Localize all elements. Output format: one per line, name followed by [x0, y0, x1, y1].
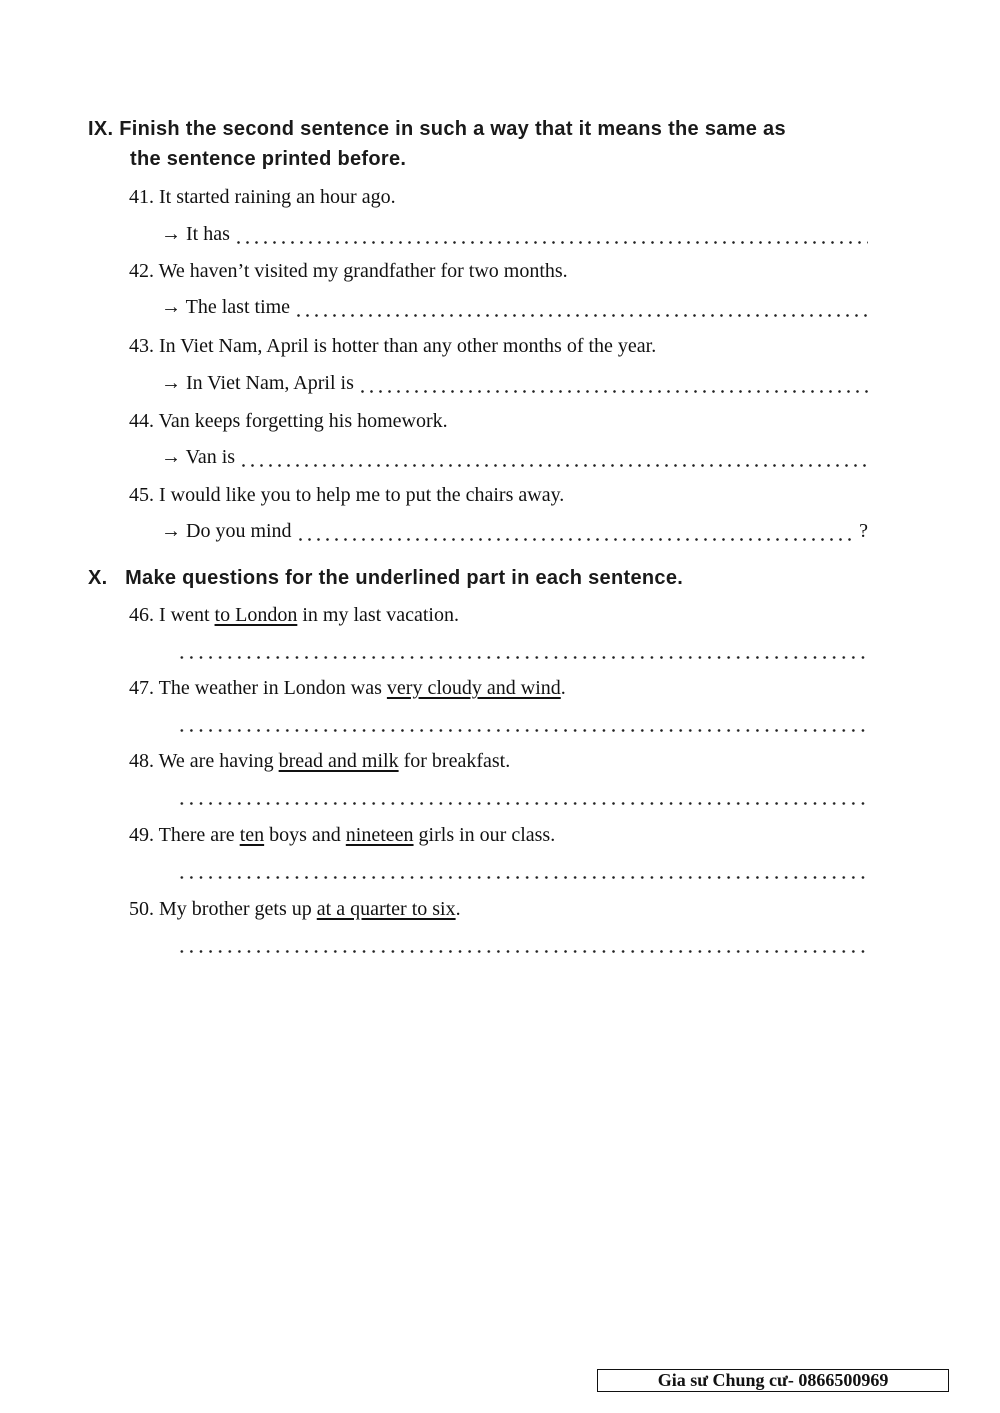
dotted-blank[interactable]	[296, 538, 858, 541]
section-9-heading-continued: the sentence printed before.	[130, 148, 407, 170]
question-text: 47. The weather in London was	[129, 677, 387, 699]
underlined-part: to London	[214, 604, 298, 626]
question-mark: ?	[859, 520, 868, 542]
answer-blank-49[interactable]	[177, 876, 868, 879]
answer-line-44[interactable]	[161, 446, 868, 472]
underlined-part: nineteen	[345, 824, 414, 846]
answer-blank-47[interactable]	[177, 729, 868, 732]
answer-line-42[interactable]	[161, 296, 868, 322]
question-44: 44. Van keeps forgetting his homework.	[129, 410, 448, 432]
underlined-part: ten	[239, 824, 265, 846]
question-text: 46. I went	[129, 604, 215, 626]
section-9-heading: IX. Finish the second sentence in such a way that it means the same as	[88, 118, 786, 140]
underlined-part: very cloudy and wind	[386, 677, 561, 699]
question-42: 42. We haven’t visited my grandfather for two months.	[129, 260, 568, 282]
question-43: 43. In Viet Nam, April is hotter than any other months of the year.	[129, 335, 657, 357]
dotted-blank[interactable]	[239, 464, 868, 467]
question-text: boys and	[264, 824, 346, 846]
answer-blank-46[interactable]	[177, 656, 868, 659]
section-10-heading: X. Make questions for the underlined part in each sentence.	[88, 567, 684, 589]
answer-prefix: → In Viet Nam, April is	[161, 372, 354, 394]
question-45: 45. I would like you to help me to put the chairs away.	[129, 484, 565, 506]
answer-prefix: → The last time	[161, 296, 291, 318]
answer-line-43[interactable]	[161, 372, 868, 398]
answer-blank-50[interactable]	[177, 950, 868, 953]
question-47	[129, 677, 566, 700]
question-text: .	[560, 677, 566, 699]
answer-line-45[interactable]	[161, 520, 868, 546]
question-49	[129, 824, 555, 847]
question-text: girls in our class.	[413, 824, 556, 846]
question-text: .	[455, 898, 461, 920]
underlined-part: at a quarter to six	[316, 898, 456, 920]
dotted-blank[interactable]	[294, 314, 868, 317]
question-text: 49. There are	[129, 824, 240, 846]
underlined-part: bread and milk	[278, 750, 399, 772]
question-text: for breakfast.	[398, 750, 511, 772]
question-text: 50. My brother gets up	[129, 898, 317, 920]
question-48	[129, 750, 510, 773]
answer-prefix: → Do you mind	[161, 520, 292, 542]
answer-prefix: → Van is	[161, 446, 236, 468]
footer-contact-box: Gia sư Chung cư- 0866500969	[597, 1369, 949, 1392]
answer-line-41[interactable]	[161, 223, 868, 249]
dotted-blank[interactable]	[358, 390, 868, 393]
question-text: 48. We are having	[129, 750, 279, 772]
dotted-blank[interactable]	[234, 241, 868, 244]
question-text: in my last vacation.	[297, 604, 459, 626]
answer-blank-48[interactable]	[177, 802, 868, 805]
question-46	[129, 604, 459, 627]
question-50	[129, 898, 461, 921]
answer-prefix: → It has	[161, 223, 230, 245]
question-41: 41. It started raining an hour ago.	[129, 186, 396, 208]
